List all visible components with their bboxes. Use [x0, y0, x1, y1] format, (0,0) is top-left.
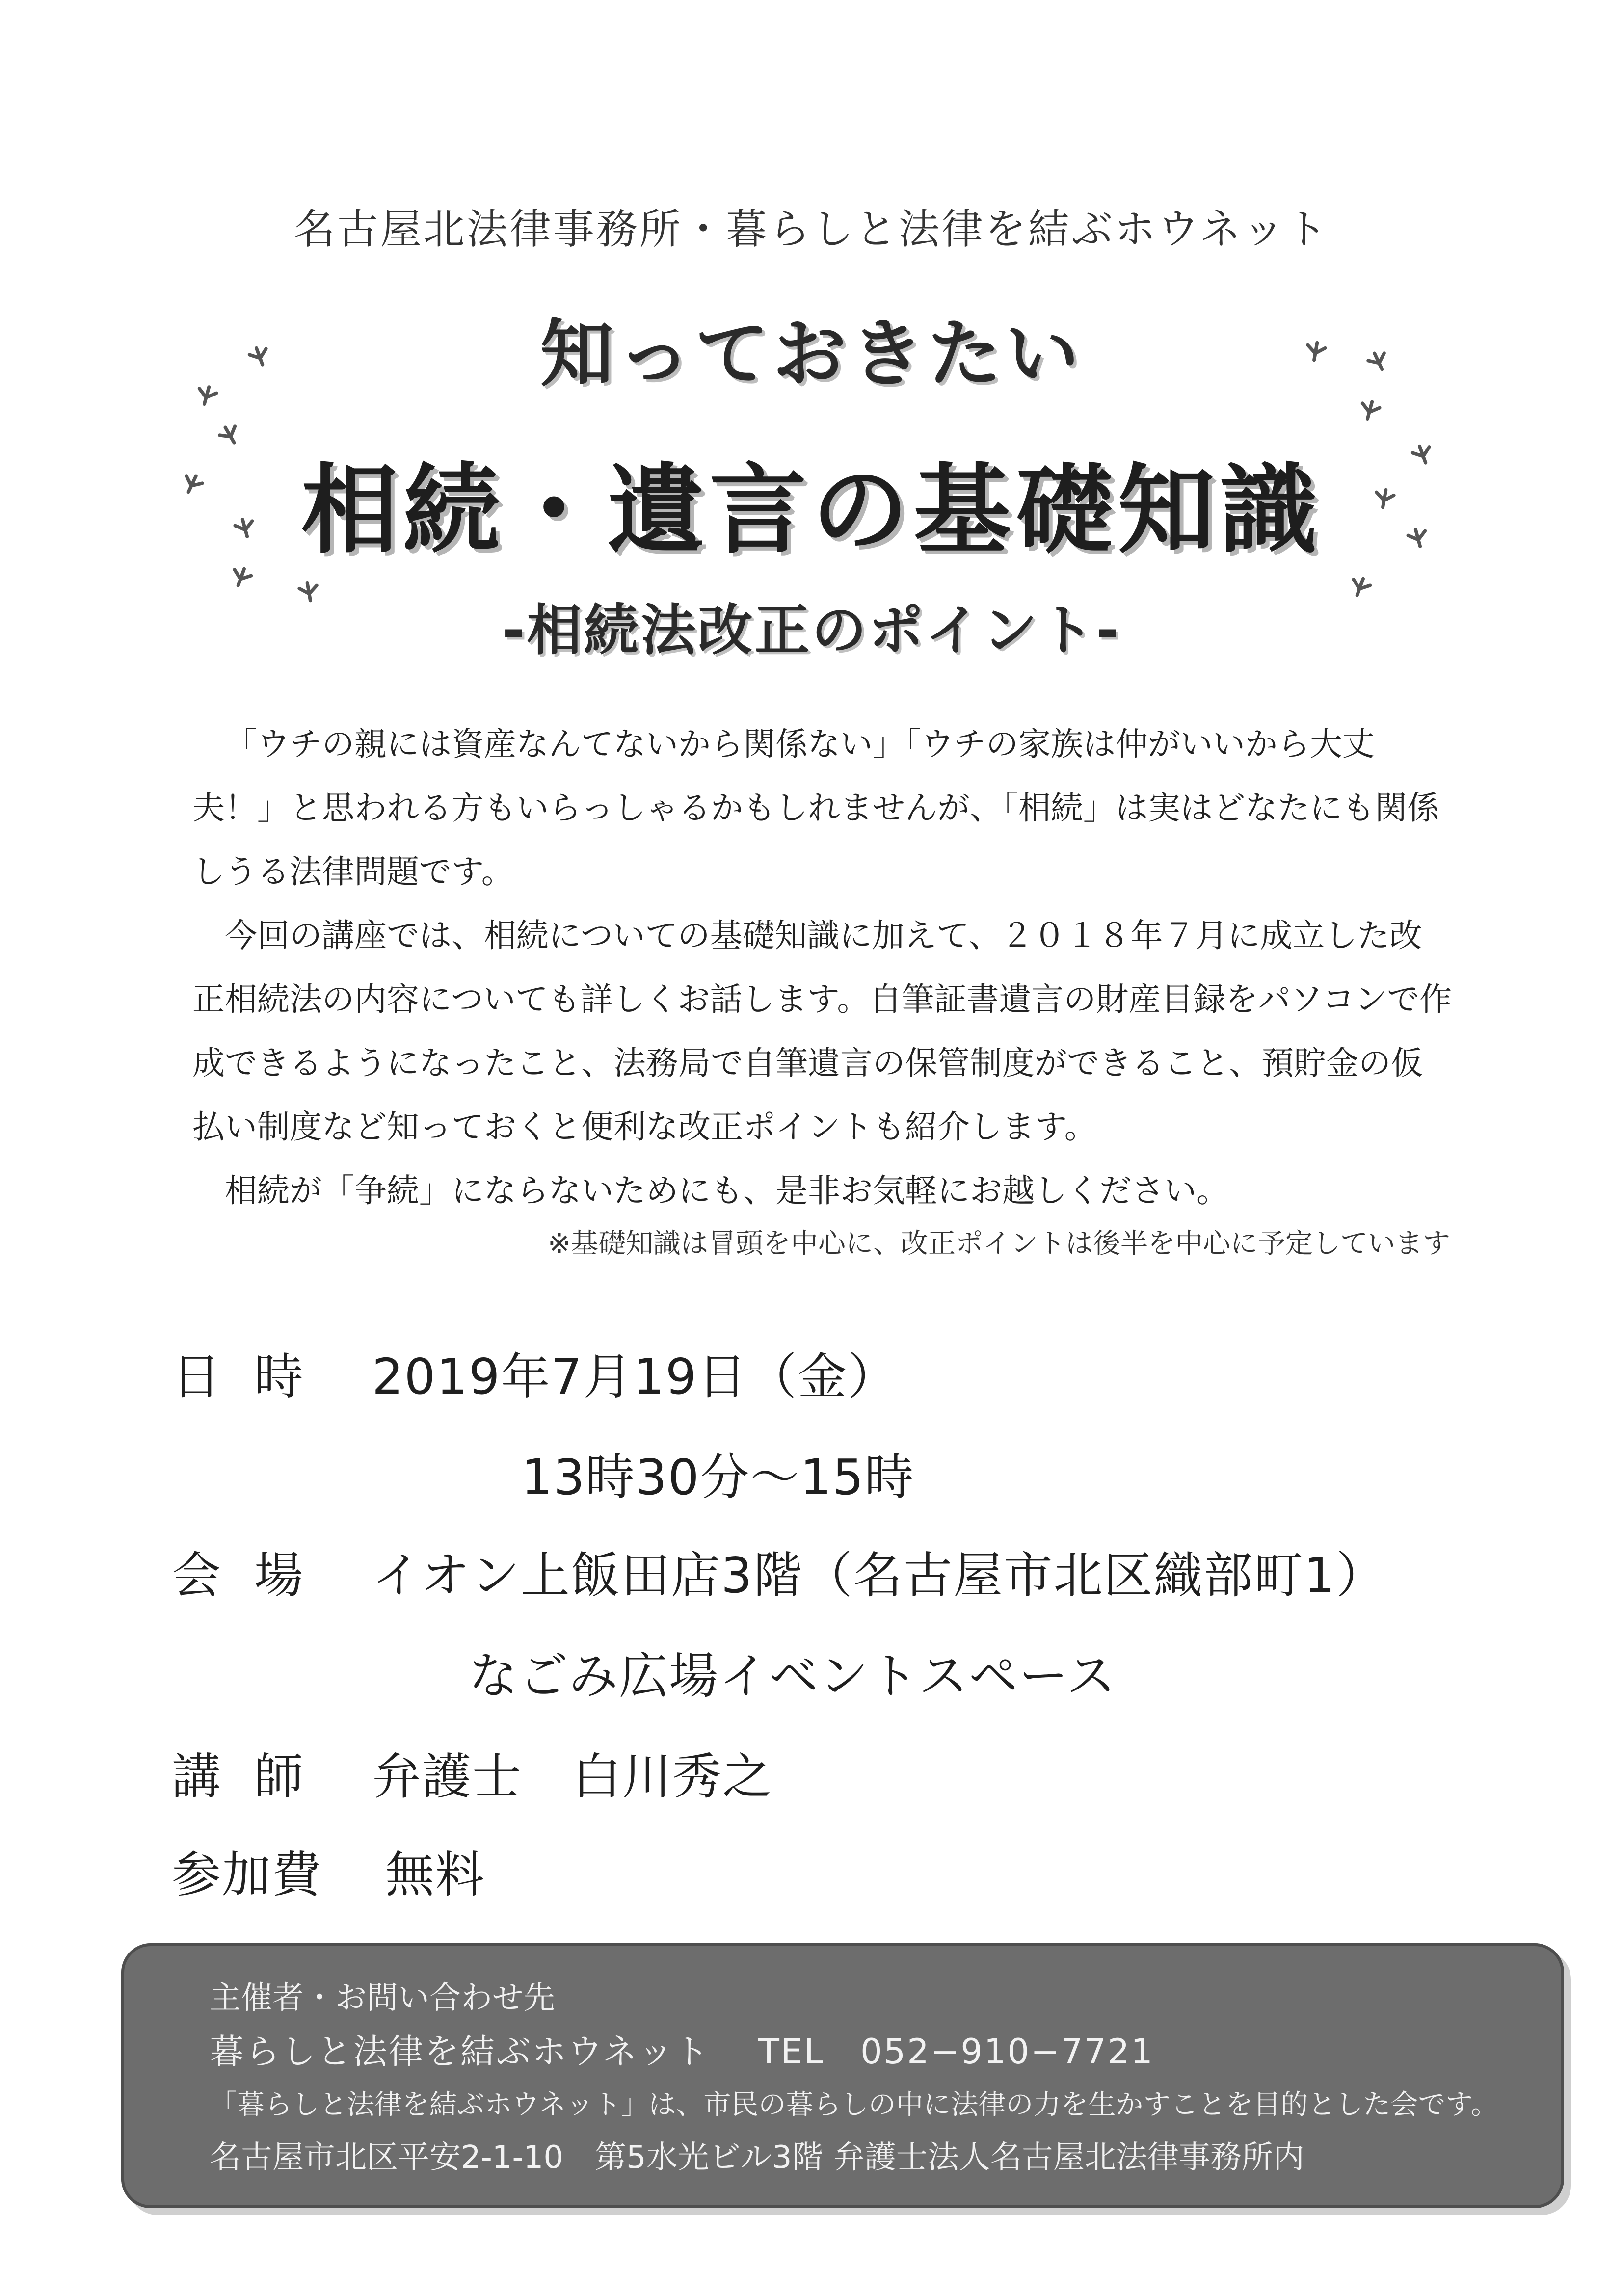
contact-box [121, 1943, 1564, 2208]
contact-org-tel: 暮らしと法律を結ぶホウネット TEL 052−910−7721 [210, 2032, 1154, 2072]
bird-footprint-icon [1411, 443, 1434, 466]
venue-label: 会 場 [172, 1547, 312, 1604]
contact-address: 名古屋市北区平安2-1-10 第5水光ビル3階 弁護士法人名古屋北法律事務所内 [210, 2139, 1304, 2176]
contact-description: 「暮らしと法律を結ぶホウネット」は、市民の暮らしの中に法律の力を生かすことを目的とした会です。 [210, 2089, 1498, 2121]
date-label: 日 時 [172, 1348, 312, 1405]
schedule-note: ※基礎知識は冒頭を中心に、改正ポイントは後半を中心に予定しています [548, 1228, 1450, 1260]
fee-label: 参加費 [172, 1846, 322, 1903]
bird-footprint-icon [181, 472, 204, 496]
intro-paragraph: 相続が「争続」にならないためにも、是非お気軽にお越しください。 [225, 1172, 1229, 1210]
page-title: 相続・遺言の基礎知識 [301, 453, 1322, 567]
venue-value: イオン上飯田店3階（名古屋市北区織部町1） [372, 1547, 1386, 1604]
lecturer-label: 講 師 [172, 1748, 312, 1805]
lecturer-value: 弁護士 白川秀之 [372, 1748, 772, 1805]
bird-footprint-icon [298, 581, 319, 602]
footprints-right-decoration [1276, 324, 1482, 618]
bird-footprint-icon [1359, 399, 1381, 421]
bird-footprint-icon [1305, 341, 1326, 362]
bird-footprint-icon [230, 566, 252, 588]
bird-footprint-icon [234, 517, 256, 539]
intro-text [192, 713, 1454, 1223]
bird-footprint-icon [1407, 527, 1429, 549]
time-value: 13時30分～15時 [521, 1449, 915, 1506]
contact-heading: 主催者・お問い合わせ先 [210, 1980, 555, 2016]
venue-subvalue: なごみ広場イベントスペース [469, 1647, 1117, 1705]
title-line-1: 知っておきたい [540, 312, 1083, 397]
bird-footprint-icon [1366, 349, 1390, 373]
bird-footprint-icon [248, 345, 271, 368]
bird-footprint-icon [1374, 488, 1395, 509]
intro-paragraph: 「ウチの親には資産なんてないから関係ない」「ウチの家族は仲がいいから大丈夫！」と思われる方もいらっしゃるかもしれませんが、「相続」は実はどなたにも関係しうる法律問題です。 [192, 725, 1439, 891]
date-value: 2019年7月19日（金） [372, 1348, 898, 1405]
fee-value: 無料 [385, 1846, 485, 1903]
footprints-left-decoration [167, 334, 344, 628]
page-subtitle: -相続法改正のポイント- [502, 599, 1121, 662]
bird-footprint-icon [217, 423, 241, 447]
organizer-heading: 名古屋北法律事務所・暮らしと法律を結ぶホウネット [293, 205, 1330, 253]
bird-footprint-icon [1349, 576, 1371, 598]
bird-footprint-icon [196, 385, 217, 406]
intro-paragraph: 今回の講座では、相続についての基礎知識に加えて、２０１８年７月に成立した改正相続法の内容についても詳しくお話します。自筆証書遺言の財産目録をパソコンで作成できるようになったこと、法務局で自筆遺言の保管制度ができること、預貯金の仮払い制度など知っておくと便利な改正ポイントも紹介します。 [192, 917, 1452, 1146]
